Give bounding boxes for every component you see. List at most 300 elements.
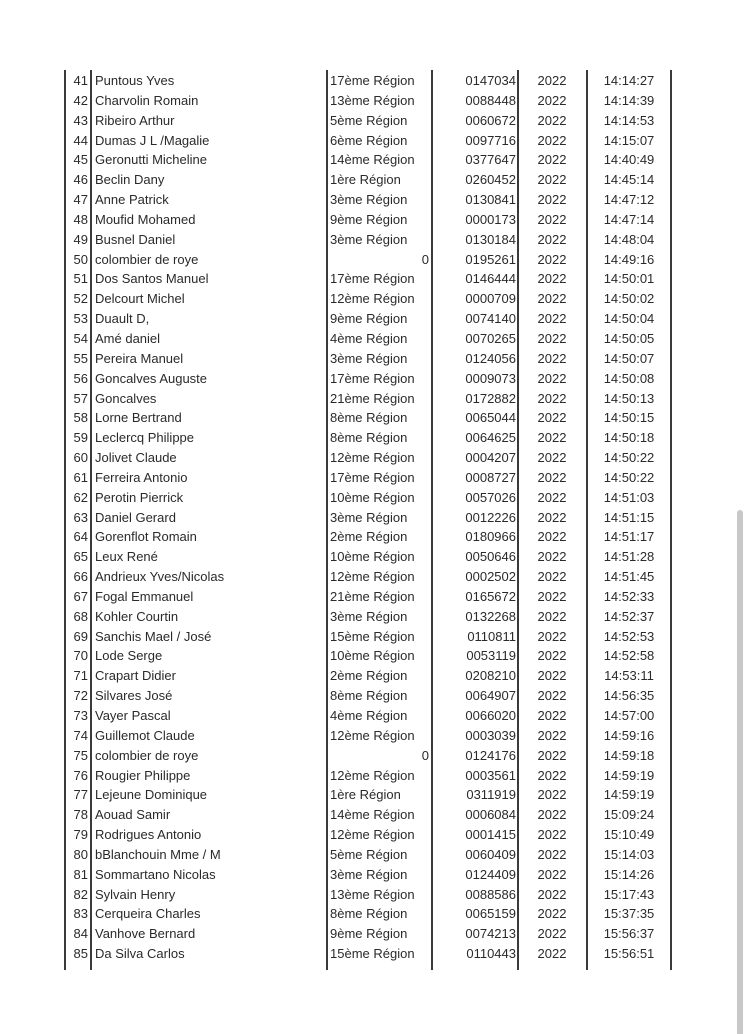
table-row (0, 210, 750, 230)
rank-cell: 68 (73, 608, 88, 624)
year-cell: 2022 (537, 73, 567, 88)
id-cell: 0000709 (465, 291, 516, 307)
time-cell: 14:48:04 (603, 231, 655, 247)
region-cell: 15ème Région (330, 946, 415, 962)
id-cell: 0003039 (465, 727, 516, 743)
year-cell: 2022 (537, 291, 567, 307)
region-cell: 17ème Région (330, 271, 415, 287)
time-cell: 15:09:24 (603, 807, 655, 823)
table-row (0, 547, 750, 567)
table-row (0, 389, 750, 409)
table-row (0, 131, 750, 151)
year-cell: 2022 (537, 747, 567, 763)
time-cell: 14:50:08 (603, 370, 655, 386)
rank-cell: 44 (73, 132, 88, 148)
name-cell: Rodrigues Antonio (95, 827, 202, 843)
year-cell: 2022 (537, 648, 567, 664)
rank-cell: 73 (73, 708, 88, 723)
table-row (0, 71, 750, 91)
name-cell: Ribeiro Arthur (95, 112, 175, 128)
id-cell: 0002502 (465, 569, 516, 585)
region-cell: 3ème Région (330, 866, 408, 882)
year-cell: 2022 (537, 807, 567, 823)
table-row (0, 408, 750, 428)
year-cell: 2022 (537, 787, 567, 803)
table-row (0, 646, 750, 666)
rank-cell: 64 (73, 529, 88, 545)
region-cell: 10ème Région (330, 549, 415, 565)
id-cell: 0130184 (465, 231, 516, 247)
year-cell: 2022 (537, 866, 567, 882)
region-cell: 14ème Région (330, 807, 415, 823)
time-cell: 14:50:01 (603, 271, 655, 287)
region-cell: 9ème Région (330, 311, 408, 327)
region-cell: 10ème Région (330, 489, 415, 505)
rank-cell: 65 (73, 549, 88, 565)
table-row (0, 746, 750, 766)
id-cell: 0208210 (465, 668, 516, 684)
id-cell: 0165672 (465, 588, 516, 604)
id-cell: 0057026 (465, 489, 516, 505)
year-cell: 2022 (537, 588, 567, 604)
rank-cell: 45 (73, 152, 88, 168)
region-cell: 3ème Région (330, 509, 408, 525)
region-cell: 5ème Région (330, 112, 408, 128)
time-cell: 14:14:39 (603, 92, 655, 108)
name-cell: Goncalves (95, 390, 157, 406)
region-cell: 17ème Région (330, 469, 415, 485)
rank-cell: 50 (73, 251, 88, 267)
region-cell: 8ème Région (330, 688, 408, 704)
id-cell: 0012226 (465, 509, 516, 525)
id-cell: 0001415 (465, 827, 516, 843)
time-cell: 14:59:19 (603, 767, 655, 783)
id-cell: 0066020 (465, 708, 516, 723)
time-cell: 14:51:17 (603, 529, 655, 545)
id-cell: 0377647 (465, 152, 516, 168)
rank-cell: 48 (73, 211, 88, 227)
rank-cell: 61 (73, 469, 88, 485)
time-cell: 15:10:49 (603, 827, 655, 843)
name-cell: Dumas J L /Magalie (95, 132, 210, 148)
name-cell: Aouad Samir (95, 807, 171, 823)
year-cell: 2022 (537, 846, 567, 862)
table-row (0, 706, 750, 726)
region-cell: 4ème Région (330, 330, 408, 346)
table-row (0, 91, 750, 111)
rank-cell: 53 (73, 311, 88, 327)
region-cell: 5ème Région (330, 846, 408, 862)
time-cell: 14:15:07 (603, 132, 655, 148)
year-cell: 2022 (537, 410, 567, 426)
region-cell: 9ème Région (330, 211, 408, 227)
time-cell: 14:52:58 (603, 648, 655, 664)
id-cell: 0053119 (466, 648, 516, 664)
table-row (0, 250, 750, 270)
region-cell: 14ème Région (330, 152, 415, 168)
year-cell: 2022 (537, 390, 567, 406)
table-row (0, 527, 750, 547)
table-row (0, 885, 750, 905)
region-zero-cell: 0 (421, 747, 429, 763)
name-cell: Pereira Manuel (95, 350, 184, 366)
time-cell: 14:49:16 (603, 251, 655, 267)
table-row (0, 329, 750, 349)
rank-cell: 57 (73, 390, 88, 406)
time-cell: 14:50:22 (603, 469, 655, 485)
rank-cell: 52 (73, 291, 88, 307)
name-cell: Vanhove Bernard (95, 926, 196, 942)
rank-cell: 67 (73, 588, 88, 604)
time-cell: 14:53:11 (604, 668, 654, 684)
year-cell: 2022 (537, 112, 567, 128)
year-cell: 2022 (537, 688, 567, 704)
name-cell: Goncalves Auguste (95, 370, 208, 386)
table-row (0, 508, 750, 528)
table-row (0, 726, 750, 746)
year-cell: 2022 (537, 906, 567, 922)
table-row (0, 865, 750, 885)
rank-cell: 47 (73, 192, 88, 208)
name-cell: Charvolin Romain (95, 92, 199, 108)
time-cell: 14:14:27 (603, 73, 655, 88)
time-cell: 14:59:16 (603, 727, 655, 743)
year-cell: 2022 (537, 767, 567, 783)
name-cell: Crapart Didier (95, 668, 176, 684)
rank-cell: 63 (73, 509, 88, 525)
table-row (0, 309, 750, 329)
region-cell: 8ème Région (330, 906, 408, 922)
region-zero-cell: 0 (421, 251, 429, 267)
name-cell: Guillemot Claude (95, 727, 195, 743)
region-cell: 12ème Région (330, 767, 415, 783)
rank-cell: 54 (73, 330, 88, 346)
rank-cell: 85 (73, 946, 88, 962)
id-cell: 0000173 (465, 211, 516, 227)
table-row (0, 825, 750, 845)
id-cell: 0009073 (465, 370, 516, 386)
time-cell: 14:47:14 (603, 211, 655, 227)
time-cell: 15:56:51 (603, 946, 655, 962)
table-row (0, 150, 750, 170)
id-cell: 0180966 (465, 529, 516, 545)
year-cell: 2022 (537, 489, 567, 505)
region-cell: 3ème Région (330, 350, 408, 366)
name-cell: Amé daniel (95, 330, 161, 346)
region-cell: 1ère Région (330, 172, 401, 188)
table-row (0, 111, 750, 131)
year-cell: 2022 (537, 926, 567, 942)
name-cell: Da Silva Carlos (95, 946, 185, 962)
region-cell: 21ème Région (330, 588, 415, 604)
time-cell: 14:14:53 (603, 112, 655, 128)
table-row (0, 190, 750, 210)
vertical-scrollbar[interactable] (737, 510, 743, 1034)
year-cell: 2022 (537, 172, 567, 188)
rank-cell: 49 (73, 231, 88, 247)
time-cell: 15:14:26 (603, 866, 655, 882)
id-cell: 0074140 (465, 311, 516, 327)
id-cell: 0132268 (465, 608, 516, 624)
year-cell: 2022 (537, 827, 567, 843)
id-cell: 0003561 (465, 767, 516, 783)
name-cell: Delcourt Michel (95, 291, 185, 307)
time-cell: 14:45:14 (603, 172, 655, 188)
time-cell: 14:50:18 (603, 430, 655, 446)
region-cell: 3ème Région (330, 192, 408, 208)
id-cell: 0124409 (465, 866, 516, 882)
id-cell: 0004207 (465, 450, 516, 466)
table-row (0, 627, 750, 647)
name-cell: Silvares José (95, 688, 173, 704)
time-cell: 14:59:19 (603, 787, 655, 803)
id-cell: 0006084 (465, 807, 516, 823)
name-cell: Daniel Gerard (95, 509, 176, 525)
table-row (0, 587, 750, 607)
rank-cell: 58 (73, 410, 88, 426)
name-cell: Sommartano Nicolas (95, 866, 216, 882)
id-cell: 0097716 (465, 132, 516, 148)
year-cell: 2022 (537, 92, 567, 108)
region-cell: 12ème Région (330, 569, 415, 585)
region-cell: 10ème Région (330, 648, 415, 664)
rank-cell: 56 (73, 370, 88, 386)
year-cell: 2022 (537, 628, 567, 644)
time-cell: 14:50:02 (603, 291, 655, 307)
region-cell: 6ème Région (330, 132, 408, 148)
time-cell: 15:37:35 (603, 906, 655, 922)
id-cell: 0060672 (465, 112, 516, 128)
name-cell: colombier de roye (95, 747, 199, 763)
time-cell: 14:51:03 (603, 489, 655, 505)
id-cell: 0110443 (466, 946, 516, 962)
name-cell: Sylvain Henry (95, 886, 176, 902)
id-cell: 0195261 (465, 251, 516, 267)
region-cell: 2ème Région (330, 529, 408, 545)
rank-cell: 76 (73, 767, 88, 783)
region-cell: 2ème Région (330, 668, 408, 684)
id-cell: 0110811 (467, 628, 516, 644)
name-cell: Kohler Courtin (95, 608, 179, 624)
region-cell: 21ème Région (330, 390, 415, 406)
id-cell: 0146444 (465, 271, 516, 287)
year-cell: 2022 (537, 727, 567, 743)
rank-cell: 83 (73, 906, 88, 922)
name-cell: Busnel Daniel (95, 231, 176, 247)
table-row (0, 567, 750, 587)
year-cell: 2022 (537, 192, 567, 208)
region-cell: 15ème Région (330, 628, 415, 644)
time-cell: 15:17:43 (603, 886, 655, 902)
year-cell: 2022 (537, 430, 567, 446)
region-cell: 12ème Région (330, 827, 415, 843)
name-cell: Dos Santos Manuel (95, 271, 209, 287)
id-cell: 0147034 (465, 73, 516, 88)
table-row (0, 289, 750, 309)
time-cell: 15:56:37 (603, 926, 655, 942)
region-cell: 4ème Région (330, 708, 408, 723)
name-cell: Puntous Yves (95, 73, 175, 88)
year-cell: 2022 (537, 708, 567, 723)
rank-cell: 55 (73, 350, 88, 366)
id-cell: 0065159 (465, 906, 516, 922)
region-cell: 13ème Région (330, 886, 415, 902)
time-cell: 14:51:45 (603, 569, 655, 585)
rank-cell: 69 (73, 628, 88, 644)
table-row (0, 924, 750, 944)
table-row (0, 666, 750, 686)
id-cell: 0060409 (465, 846, 516, 862)
region-cell: 13ème Région (330, 92, 415, 108)
rank-cell: 46 (73, 172, 88, 188)
id-cell: 0088586 (465, 886, 516, 902)
time-cell: 14:50:07 (603, 350, 655, 366)
rank-cell: 81 (73, 866, 88, 882)
rank-cell: 84 (73, 926, 88, 942)
table-row (0, 369, 750, 389)
region-cell: 8ème Région (330, 410, 408, 426)
year-cell: 2022 (537, 251, 567, 267)
region-cell: 17ème Région (330, 370, 415, 386)
region-cell: 3ème Région (330, 608, 408, 624)
table-row (0, 607, 750, 627)
year-cell: 2022 (537, 271, 567, 287)
time-cell: 14:59:18 (603, 747, 655, 763)
rank-cell: 72 (73, 688, 88, 704)
year-cell: 2022 (537, 569, 567, 585)
id-cell: 0124056 (465, 350, 516, 366)
table-row (0, 349, 750, 369)
id-cell: 0065044 (465, 410, 516, 426)
rank-cell: 41 (73, 73, 88, 88)
rank-cell: 79 (73, 827, 88, 843)
year-cell: 2022 (537, 469, 567, 485)
id-cell: 0050646 (465, 549, 516, 565)
rank-cell: 74 (73, 727, 88, 743)
name-cell: Andrieux Yves/Nicolas (95, 569, 225, 585)
name-cell: Vayer Pascal (95, 708, 171, 723)
table-row (0, 230, 750, 250)
time-cell: 14:50:22 (603, 450, 655, 466)
name-cell: Anne Patrick (95, 192, 169, 208)
year-cell: 2022 (537, 549, 567, 565)
region-cell: 12ème Région (330, 450, 415, 466)
region-cell: 8ème Région (330, 430, 408, 446)
time-cell: 14:50:15 (603, 410, 655, 426)
table-row (0, 904, 750, 924)
year-cell: 2022 (537, 311, 567, 327)
name-cell: Sanchis Mael / José (95, 628, 212, 644)
region-cell: 17ème Région (330, 73, 415, 88)
results-table (0, 71, 750, 964)
table-row (0, 428, 750, 448)
name-cell: Fogal Emmanuel (95, 588, 194, 604)
name-cell: Gorenflot Romain (95, 529, 197, 545)
name-cell: Leux René (95, 549, 158, 565)
table-row (0, 686, 750, 706)
id-cell: 0260452 (465, 172, 516, 188)
id-cell: 0088448 (465, 92, 516, 108)
year-cell: 2022 (537, 450, 567, 466)
time-cell: 14:50:04 (603, 311, 655, 327)
year-cell: 2022 (537, 330, 567, 346)
name-cell: Geronutti Micheline (95, 152, 207, 168)
year-cell: 2022 (537, 350, 567, 366)
time-cell: 14:52:53 (603, 628, 655, 644)
name-cell: Moufid Mohamed (95, 211, 196, 227)
year-cell: 2022 (537, 946, 567, 962)
rank-cell: 51 (73, 271, 88, 287)
time-cell: 14:56:35 (603, 688, 655, 704)
year-cell: 2022 (537, 211, 567, 227)
time-cell: 15:14:03 (603, 846, 655, 862)
table-row (0, 845, 750, 865)
rank-cell: 71 (73, 668, 88, 684)
id-cell: 0074213 (465, 926, 516, 942)
name-cell: colombier de roye (95, 251, 199, 267)
rank-cell: 80 (73, 846, 88, 862)
id-cell: 0311919 (466, 787, 516, 803)
table-row (0, 805, 750, 825)
name-cell: Ferreira Antonio (95, 469, 188, 485)
table-row (0, 170, 750, 190)
time-cell: 14:52:33 (603, 588, 655, 604)
year-cell: 2022 (537, 132, 567, 148)
table-row (0, 766, 750, 786)
name-cell: Cerqueira Charles (95, 906, 201, 922)
name-cell: Lode Serge (95, 648, 163, 664)
rank-cell: 59 (73, 430, 88, 446)
table-row (0, 785, 750, 805)
id-cell: 0070265 (465, 330, 516, 346)
year-cell: 2022 (537, 668, 567, 684)
id-cell: 0130841 (465, 192, 516, 208)
time-cell: 14:47:12 (603, 192, 655, 208)
id-cell: 0064907 (465, 688, 516, 704)
name-cell: Duault D, (95, 311, 150, 327)
rank-cell: 78 (73, 807, 88, 823)
year-cell: 2022 (537, 509, 567, 525)
id-cell: 0064625 (465, 430, 516, 446)
name-cell: Leclercq Philippe (95, 430, 195, 446)
table-row (0, 944, 750, 964)
time-cell: 14:52:37 (603, 608, 655, 624)
region-cell: 12ème Région (330, 291, 415, 307)
rank-cell: 82 (73, 886, 88, 902)
region-cell: 1ère Région (330, 787, 401, 803)
year-cell: 2022 (537, 370, 567, 386)
name-cell: bBlanchouin Mme / M (95, 846, 221, 862)
table-row (0, 269, 750, 289)
rank-cell: 62 (73, 489, 88, 505)
time-cell: 14:50:13 (603, 390, 655, 406)
year-cell: 2022 (537, 231, 567, 247)
time-cell: 14:51:15 (603, 509, 655, 525)
table-row (0, 488, 750, 508)
id-cell: 0124176 (465, 747, 516, 763)
id-cell: 0172882 (465, 390, 516, 406)
year-cell: 2022 (537, 152, 567, 168)
name-cell: Jolivet Claude (95, 450, 177, 466)
name-cell: Lorne Bertrand (95, 410, 182, 426)
region-cell: 3ème Région (330, 231, 408, 247)
time-cell: 14:50:05 (603, 330, 655, 346)
time-cell: 14:57:00 (603, 708, 655, 723)
name-cell: Rougier Philippe (95, 767, 191, 783)
table-row (0, 468, 750, 488)
name-cell: Beclin Dany (95, 172, 165, 188)
time-cell: 14:40:49 (603, 152, 655, 168)
